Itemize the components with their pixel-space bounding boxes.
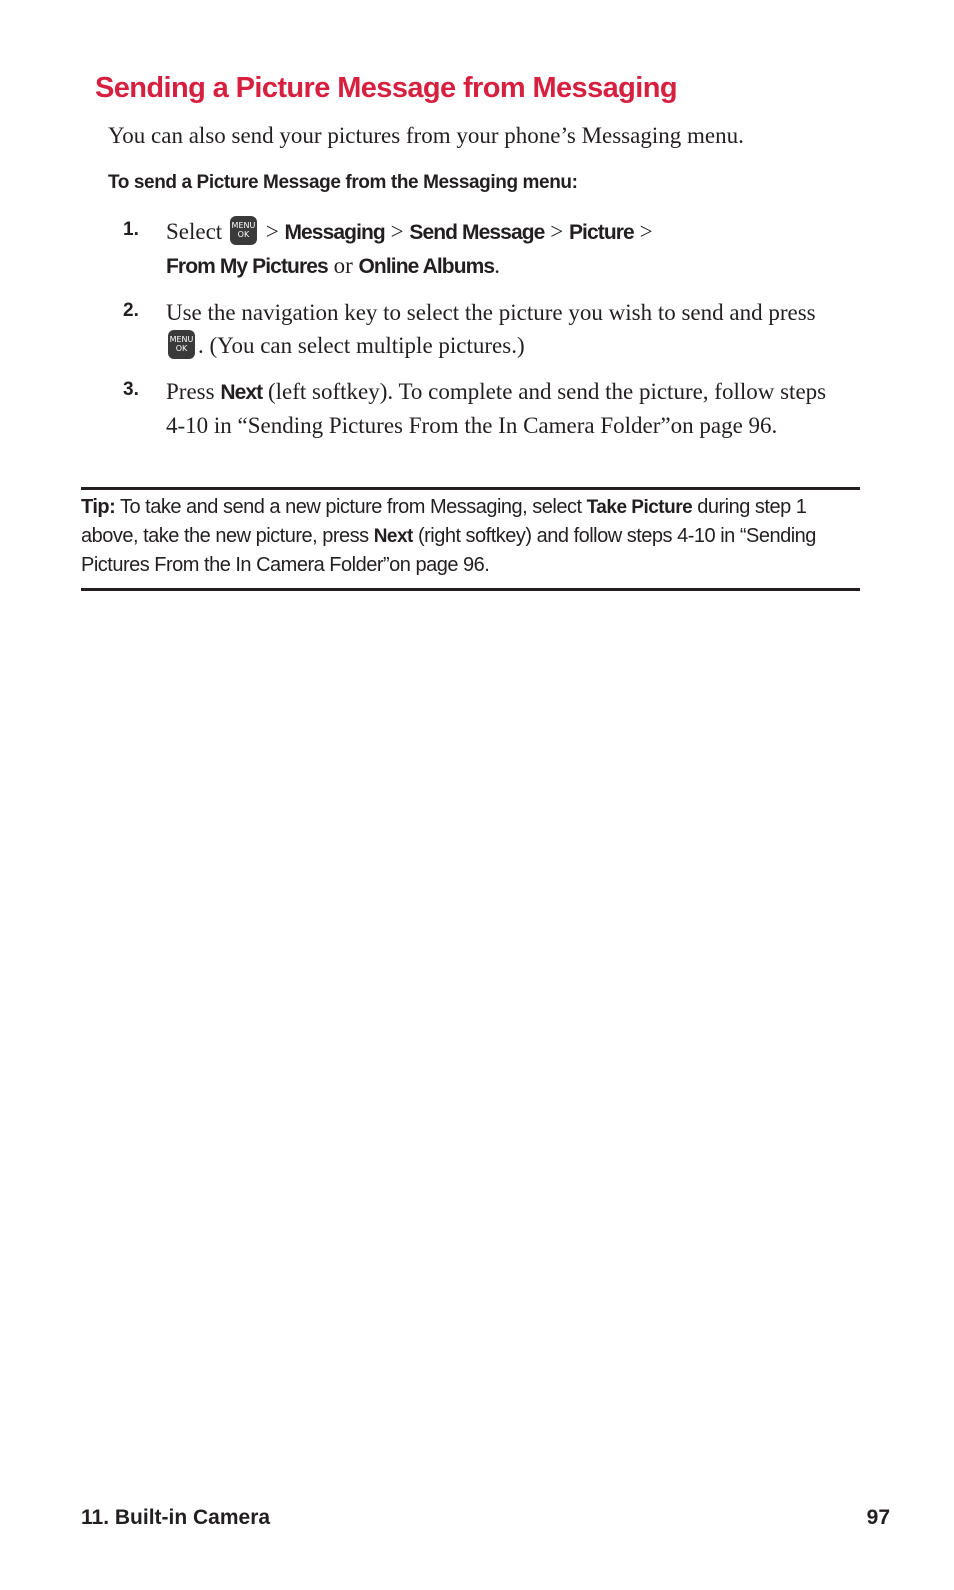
procedure-heading: To send a Picture Message from the Messaging menu: — [108, 172, 578, 193]
ok-key-label: OK — [175, 344, 188, 354]
nav-send-message: Send Message — [409, 221, 545, 244]
footer-section-title: 11. Built-in Camera — [81, 1506, 271, 1529]
tip-text: (right softkey) and follow steps 4-10 in “Sending Pictures From the In Camera Folder”on page 96. — [81, 525, 816, 576]
step-text — [166, 296, 846, 362]
separator: > — [550, 219, 564, 244]
nav-next: Next — [220, 381, 263, 404]
step-number: 2. — [123, 300, 139, 321]
select-word: Select — [166, 219, 223, 244]
separator: > — [639, 219, 653, 244]
separator: > — [390, 219, 404, 244]
tip-text: during step 1 above, take the new picture, press — [81, 496, 807, 547]
nav-take-picture: Take Picture — [586, 497, 693, 518]
menu-ok-key-icon — [168, 330, 195, 359]
step-text-before: Use the navigation key to select the picture you wish to send and press — [166, 300, 816, 325]
or-word: or — [333, 253, 353, 278]
step-number: 1. — [123, 219, 139, 240]
nav-picture: Picture — [568, 221, 634, 244]
step-text — [166, 215, 846, 283]
footer-page-number: 97 — [866, 1506, 890, 1529]
tip-bottom-rule — [81, 588, 860, 591]
step-text-after: (left softkey). To complete and send the picture, follow steps 4-10 in “Sending Pictures From the In Camera Folder”on page 96. — [166, 379, 827, 438]
step-text — [166, 375, 846, 442]
menu-key-label: MENU — [231, 221, 256, 231]
ok-key-label: OK — [237, 230, 250, 240]
step-text-after: . (You can select multiple pictures.) — [198, 333, 525, 358]
intro-paragraph: You can also send your pictures from your phone’s Messaging menu. — [108, 123, 744, 148]
period: . — [494, 253, 500, 278]
page-title: Sending a Picture Message from Messaging — [95, 72, 677, 104]
tip-label: Tip: — [81, 496, 116, 518]
nav-from-my-pictures: From My Pictures — [166, 255, 328, 278]
tip-text: To take and send a new picture from Messaging, select — [120, 496, 582, 518]
press-word: Press — [166, 379, 215, 404]
tip-box — [81, 493, 860, 580]
menu-key-label: MENU — [169, 335, 194, 345]
tip-top-rule — [81, 487, 860, 490]
nav-messaging: Messaging — [284, 221, 385, 244]
nav-next: Next — [373, 526, 413, 547]
separator: > — [265, 219, 279, 244]
menu-ok-key-icon — [230, 216, 257, 245]
step-number: 3. — [123, 379, 139, 400]
nav-online-albums: Online Albums — [358, 255, 495, 278]
